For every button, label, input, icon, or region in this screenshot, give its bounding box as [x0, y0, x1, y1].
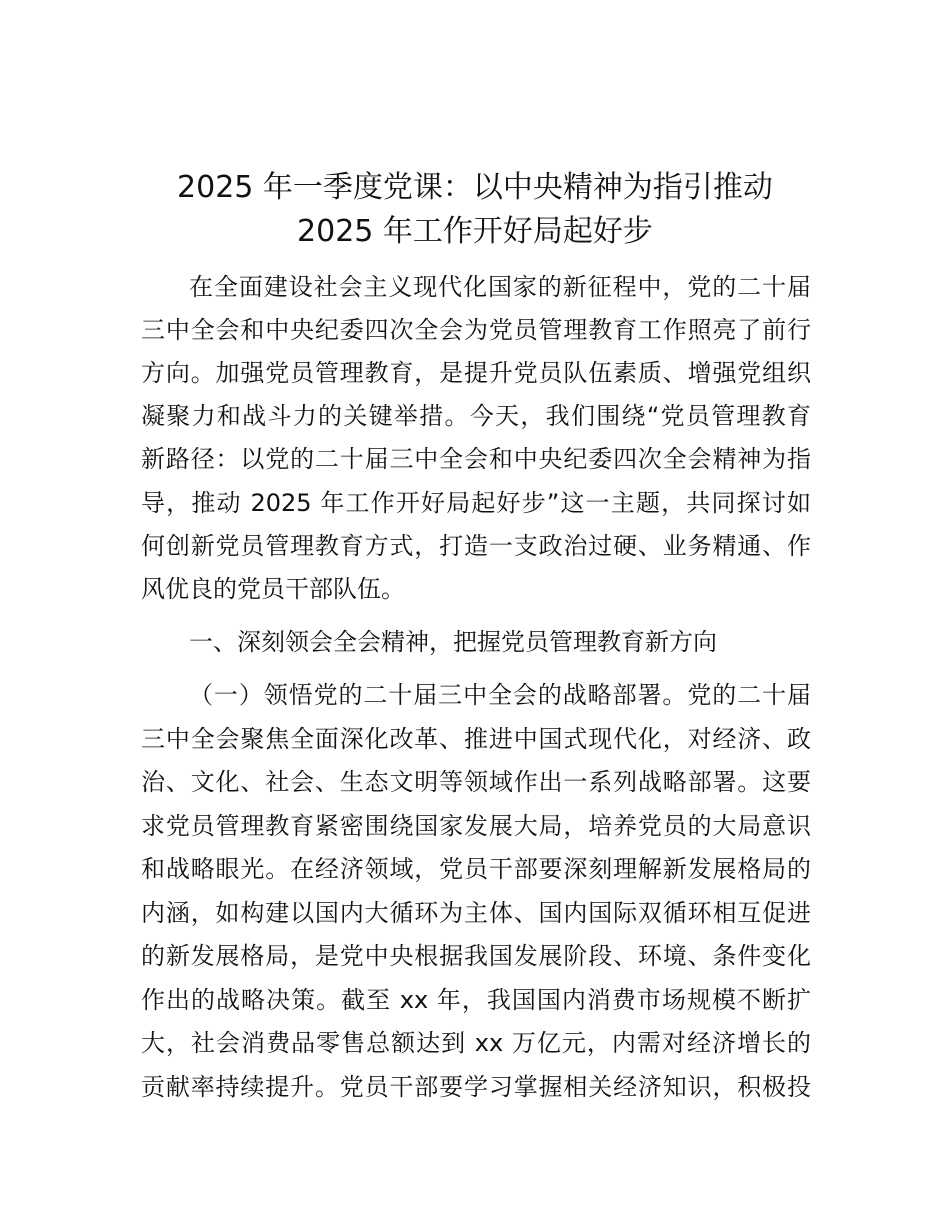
paragraph-3-line-5: 和战略眼光。在经济领域，党员干部要深刻理解新发展格局的 — [141, 855, 811, 883]
paragraph-1-line-8: 风优良的党员干部队伍。 — [141, 575, 405, 603]
paragraph-1-line-6: 导，推动 2025 年工作开好局起好步”这一主题，共同探讨如 — [141, 489, 811, 517]
paragraph-3-line-7: 的新发展格局，是党中央根据我国发展阶段、环境、条件变化 — [141, 942, 811, 970]
paragraph-1-line-7: 何创新党员管理教育方式，打造一支政治过硬、业务精通、作 — [141, 532, 811, 560]
paragraph-1-line-5: 新路径：以党的二十届三中全会和中央纪委四次全会精神为指 — [141, 445, 811, 473]
paragraph-3-line-10: 贡献率持续提升。党员干部要学习掌握相关经济知识，积极投 — [141, 1073, 811, 1101]
paragraph-3-line-1: （一）领悟党的二十届三中全会的战略部署。党的二十届 — [189, 681, 811, 709]
paragraph-1-line-2: 三中全会和中央纪委四次全会为党员管理教育工作照亮了前行 — [141, 316, 811, 344]
paragraph-1-line-4: 凝聚力和战斗力的关键举措。今天，我们围绕“党员管理教育 — [141, 402, 811, 430]
title-line-1: 2025 年一季度党课：以中央精神为指引推动 — [177, 170, 773, 205]
paragraph-1-line-1: 在全面建设社会主义现代化国家的新征程中，党的二十届 — [189, 273, 811, 301]
paragraph-3-line-6: 内涵，如构建以国内大循环为主体、国内国际双循环相互促进 — [141, 899, 811, 927]
paragraph-3-line-8: 作出的战略决策。截至 xx 年，我国国内消费市场规模不断扩 — [141, 986, 811, 1014]
paragraph-3-line-4: 求党员管理教育紧密围绕国家发展大局，培养党员的大局意识 — [141, 812, 811, 840]
paragraph-3-line-2: 三中全会聚焦全面深化改革、推进中国式现代化，对经济、政 — [141, 725, 811, 753]
paragraph-3-line-3: 治、文化、社会、生态文明等领域作出一系列战略部署。这要 — [141, 768, 811, 796]
paragraph-1-line-3: 方向。加强党员管理教育，是提升党员队伍素质、增强党组织 — [141, 359, 811, 387]
section-heading-1: 一、深刻领会全会精神，把握党员管理教育新方向 — [189, 628, 717, 656]
paragraph-3-line-9: 大，社会消费品零售总额达到 xx 万亿元，内需对经济增长的 — [141, 1029, 811, 1057]
title-line-2: 2025 年工作开好局起好步 — [297, 214, 653, 249]
